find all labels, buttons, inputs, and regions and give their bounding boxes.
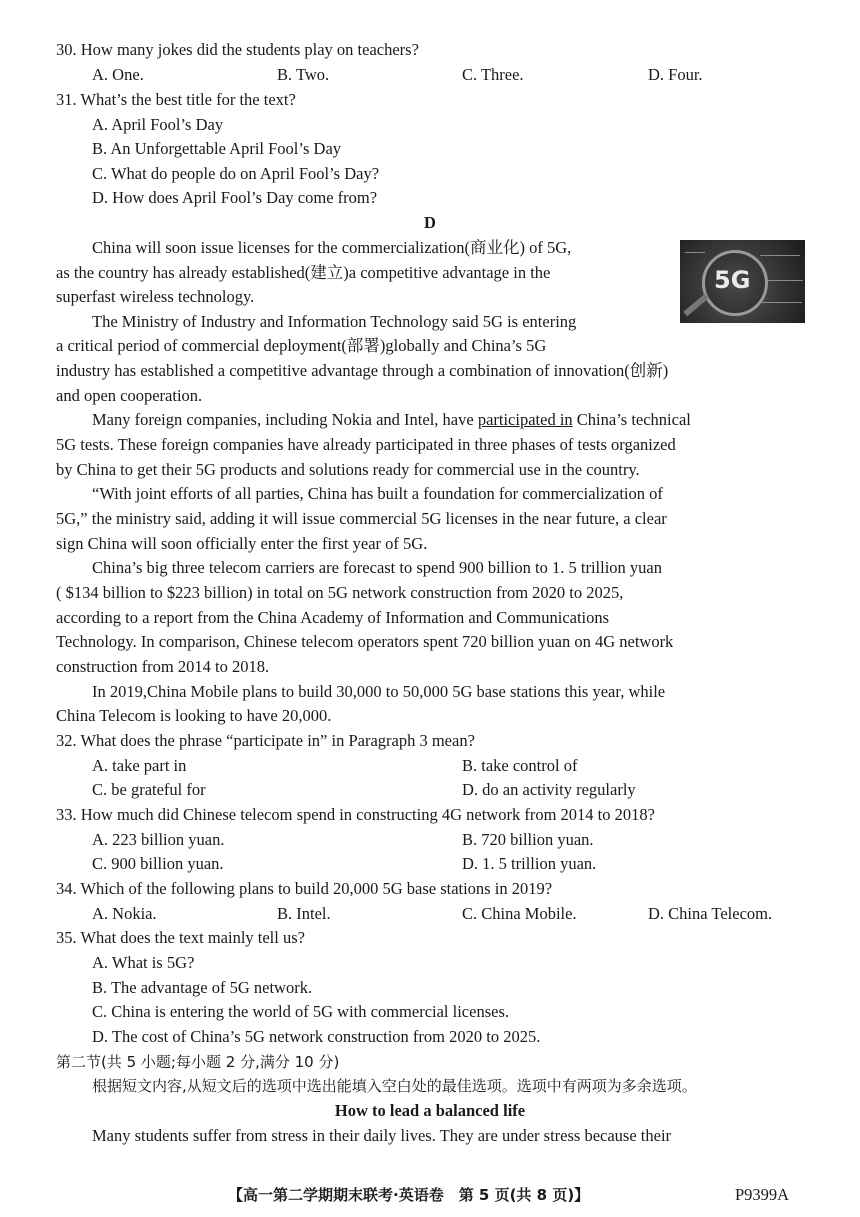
- q34-option-a: A. Nokia.: [92, 904, 157, 923]
- section2-first-line: Many students suffer from stress in their daily lives. They are under stress because their: [92, 1126, 672, 1145]
- question-31-stem: 31. What’s the best title for the text?: [56, 90, 296, 109]
- p3-line1: [92, 408, 691, 433]
- p5-line3: according to a report from the China Academy of Information and Communications: [56, 608, 610, 627]
- q35-option-c: C. China is entering the world of 5G with commercial licenses.: [92, 1002, 509, 1021]
- p6-line1: In 2019,China Mobile plans to build 30,000 to 50,000 5G base stations this year, while: [92, 682, 666, 701]
- p2-line4: and open cooperation.: [56, 386, 203, 405]
- q31-option-a: A. April Fool’s Day: [92, 115, 224, 134]
- p2-line1: The Ministry of Industry and Information Technology said 5G is entering: [92, 312, 577, 331]
- q30-option-c: C. Three.: [462, 65, 524, 84]
- p2-line2: a critical period of commercial deployment(部署)globally and China’s 5G: [56, 336, 547, 355]
- underlined-phrase: participated in: [477, 410, 573, 429]
- p2-line3: industry has established a competitive advantage through a combination of innovation(创新): [56, 361, 669, 380]
- 5g-label: 5G: [714, 266, 751, 294]
- p3-line2: 5G tests. These foreign companies have already participated in three phases of tests organized: [56, 435, 676, 454]
- question-33-stem: 33. How much did Chinese telecom spend in constructing 4G network from 2014 to 2018?: [56, 805, 655, 824]
- passage-letter: D: [424, 213, 436, 232]
- p1-line1: China will soon issue licenses for the commercialization(商业化) of 5G,: [92, 238, 572, 257]
- section2-heading: 第二节(共 5 小题;每小题 2 分,满分 10 分): [56, 1053, 340, 1071]
- q35-option-b: B. The advantage of 5G network.: [92, 978, 313, 997]
- p4-line2: 5G,” the ministry said, adding it will issue commercial 5G licenses in the near future, a clear: [56, 509, 667, 528]
- question-34-stem: 34. Which of the following plans to build 20,000 5G base stations in 2019?: [56, 879, 553, 898]
- p6-line2: China Telecom is looking to have 20,000.: [56, 706, 332, 725]
- p1-line3: superfast wireless technology.: [56, 287, 255, 306]
- p4-line1: “With joint efforts of all parties, China has built a foundation for commercialization of: [92, 484, 663, 503]
- q34-option-c: C. China Mobile.: [462, 904, 577, 923]
- q30-option-b: B. Two.: [277, 65, 330, 84]
- q31-option-b: B. An Unforgettable April Fool’s Day: [92, 139, 342, 158]
- q33-option-d: D. 1. 5 trillion yuan.: [462, 854, 597, 873]
- p3-line1-end: China’s technical: [572, 410, 691, 429]
- q30-option-d: D. Four.: [648, 65, 703, 84]
- q31-option-d: D. How does April Fool’s Day come from?: [92, 188, 378, 207]
- page-footer-label: 【高一第二学期期末联考·英语卷 第 5 页(共 8 页)】: [228, 1186, 590, 1204]
- q35-option-a: A. What is 5G?: [92, 953, 195, 972]
- question-35-stem: 35. What does the text mainly tell us?: [56, 928, 305, 947]
- q33-option-b: B. 720 billion yuan.: [462, 830, 594, 849]
- q35-option-d: D. The cost of China’s 5G network construction from 2020 to 2025.: [92, 1027, 541, 1046]
- paper-code: P9399A: [735, 1185, 790, 1204]
- question-32-stem: 32. What does the phrase “participate in” in Paragraph 3 mean?: [56, 731, 475, 750]
- q33-option-a: A. 223 billion yuan.: [92, 830, 225, 849]
- p5-line1: China’s big three telecom carriers are forecast to spend 900 billion to 1. 5 trillion yuan: [92, 558, 663, 577]
- 5g-illustration: [680, 240, 805, 323]
- section2-title: How to lead a balanced life: [334, 1101, 526, 1120]
- q32-option-a: A. take part in: [92, 756, 187, 775]
- q33-option-c: C. 900 billion yuan.: [92, 854, 224, 873]
- section2-instruction: 根据短文内容,从短文后的选项中选出能填入空白处的最佳选项。选项中有两项为多余选项。: [92, 1077, 697, 1095]
- q32-option-d: D. do an activity regularly: [462, 780, 636, 799]
- p5-line4: Technology. In comparison, Chinese telecom operators spent 720 billion yuan on 4G network: [56, 632, 674, 651]
- q32-option-c: C. be grateful for: [92, 780, 206, 799]
- q34-option-b: B. Intel.: [277, 904, 331, 923]
- q32-option-b: B. take control of: [462, 756, 578, 775]
- p1-line2: as the country has already established(建立)a competitive advantage in the: [56, 263, 551, 282]
- q31-option-c: C. What do people do on April Fool’s Day?: [92, 164, 380, 183]
- p5-line2: ( $134 billion to $223 billion) in total on 5G network construction from 2020 to 2025,: [56, 583, 624, 602]
- p3-line1-start: Many foreign companies, including Nokia and Intel, have: [92, 410, 478, 429]
- p4-line3: sign China will soon officially enter the first year of 5G.: [56, 534, 428, 553]
- q30-option-a: A. One.: [92, 65, 144, 84]
- question-30-stem: 30. How many jokes did the students play on teachers?: [56, 40, 419, 59]
- p3-line3: by China to get their 5G products and solutions ready for commercial use in the country.: [56, 460, 640, 479]
- p5-line5: construction from 2014 to 2018.: [56, 657, 270, 676]
- q34-option-d: D. China Telecom.: [648, 904, 773, 923]
